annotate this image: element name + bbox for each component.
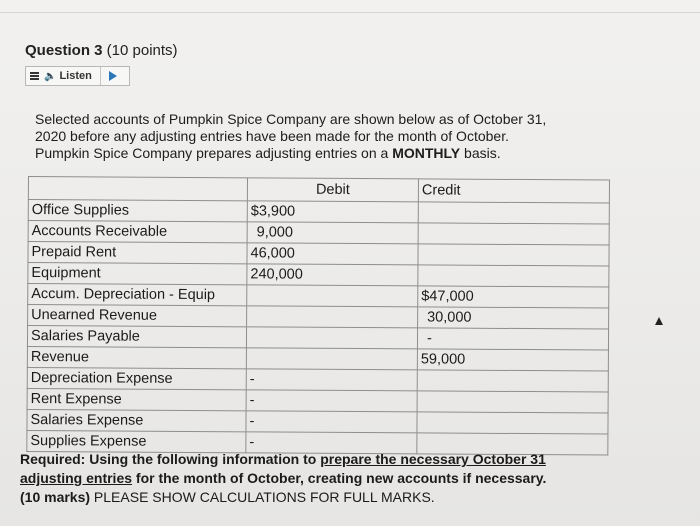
intro-line-3-a: Pumpkin Spice Company prepares adjusting entries on a	[35, 145, 393, 161]
account-name: Accounts Receivable	[28, 221, 247, 243]
question-title	[25, 42, 178, 59]
account-name: Unearned Revenue	[28, 305, 247, 327]
listen-toolbar[interactable]	[25, 66, 130, 86]
credit-value: 59,000	[417, 349, 608, 371]
credit-value: 30,000	[418, 307, 609, 329]
account-name: Salaries Payable	[27, 326, 246, 348]
debit-value: -	[246, 390, 417, 412]
debit-value: $3,900	[247, 201, 418, 223]
required-marks: (10 marks)	[20, 489, 91, 505]
required-lead: Required: Using the following information to	[20, 451, 321, 467]
account-name: Rent Expense	[27, 388, 246, 410]
debit-value	[247, 306, 418, 328]
header-debit: Debit	[247, 178, 418, 202]
play-icon[interactable]	[109, 71, 117, 81]
required-underline-2: adjusting entries	[20, 470, 133, 486]
credit-value	[417, 370, 608, 392]
required-mid: for the month of October, creating new accounts if necessary.	[132, 470, 547, 486]
question-intro	[35, 111, 595, 162]
intro-line-1: Selected accounts of Pumpkin Spice Company are shown below as of October 31,	[35, 111, 547, 127]
question-number: Question 3	[25, 42, 103, 59]
intro-line-2: 2020 before any adjusting entries have been made for the month of October.	[35, 128, 509, 144]
listen-button[interactable]: Listen	[59, 70, 92, 82]
debit-value	[246, 348, 417, 370]
credit-value: $47,000	[418, 286, 609, 308]
accounts-table	[26, 176, 610, 456]
account-name: Depreciation Expense	[27, 367, 246, 389]
required-tail: PLEASE SHOW CALCULATIONS FOR FULL MARKS.	[90, 489, 435, 505]
debit-value	[247, 285, 418, 307]
credit-value	[418, 244, 609, 266]
account-name: Accum. Depreciation - Equip	[28, 284, 247, 306]
account-name: Revenue	[27, 346, 246, 368]
required-underline-1: prepare the necessary October 31	[320, 451, 546, 467]
debit-value: -	[246, 411, 417, 433]
mouse-cursor-icon	[655, 317, 663, 325]
account-name: Salaries Expense	[27, 409, 246, 431]
credit-value	[418, 202, 609, 224]
account-name: Prepaid Rent	[28, 242, 247, 264]
intro-monthly: MONTHLY	[392, 145, 461, 161]
menu-icon[interactable]	[30, 72, 39, 80]
credit-value	[418, 265, 609, 287]
debit-value: -	[246, 432, 417, 454]
debit-value	[246, 327, 417, 349]
header-account	[28, 177, 247, 201]
account-name: Office Supplies	[28, 200, 247, 222]
debit-value: 240,000	[247, 264, 418, 286]
account-name: Supplies Expense	[27, 430, 246, 452]
header-credit: Credit	[418, 179, 609, 203]
intro-line-3	[35, 145, 595, 162]
credit-value	[418, 223, 609, 245]
debit-value: 9,000	[247, 222, 418, 244]
toolbar-divider	[100, 67, 101, 85]
credit-value: -	[417, 328, 608, 350]
intro-line-3-b: basis.	[460, 145, 501, 161]
account-name: Equipment	[28, 263, 247, 285]
credit-value	[417, 412, 608, 434]
top-divider	[0, 12, 700, 13]
required-instructions	[20, 450, 600, 507]
debit-value: -	[246, 369, 417, 391]
speaker-icon: 🔈	[44, 70, 57, 82]
question-points: (10 points)	[102, 42, 178, 59]
debit-value: 46,000	[247, 243, 418, 265]
credit-value	[417, 391, 608, 413]
